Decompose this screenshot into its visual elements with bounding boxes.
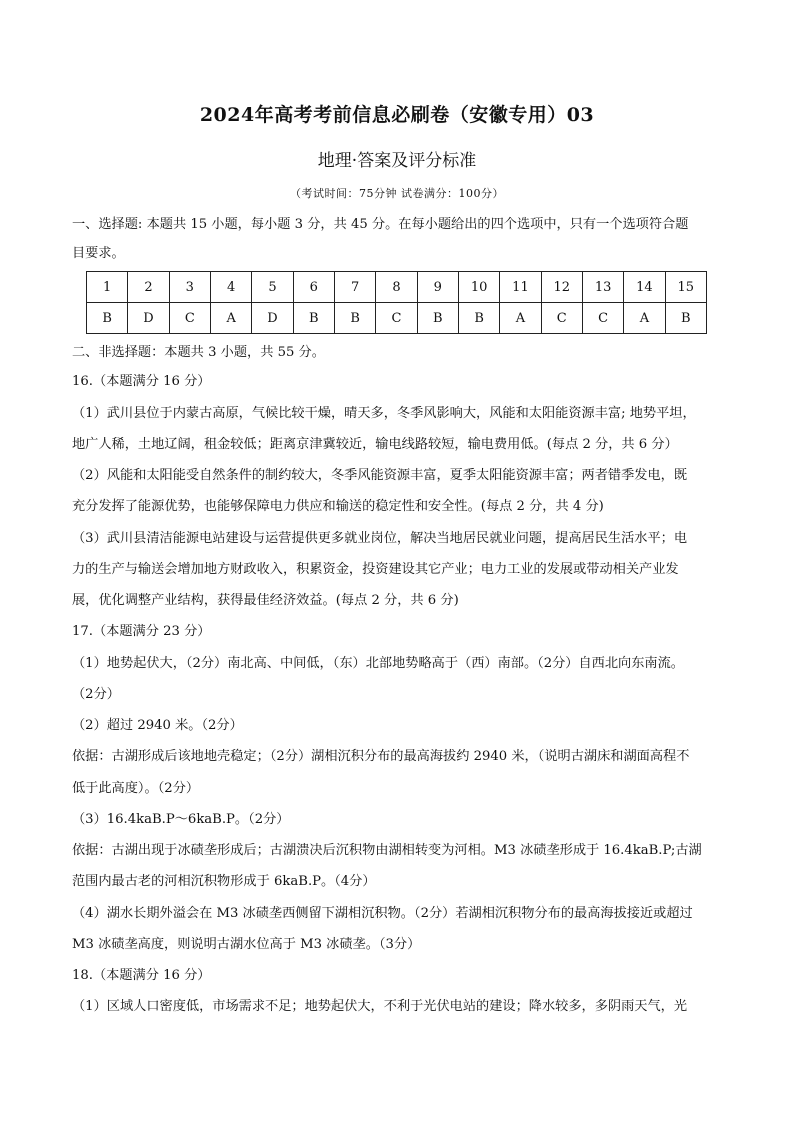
question-number-cell: 13 xyxy=(582,272,623,303)
answer-line: 依据：古湖形成后该地地壳稳定；（2分）湖相沉积分布的最高海拔约 2940 米，（说明古湖床和湖面高程不 xyxy=(72,749,690,764)
answer-line: （1）武川县位于内蒙古高原，气候比较干燥，晴天多，冬季风影响大，风能和太阳能资源丰富; 地势平坦， xyxy=(72,406,696,421)
answer-line: 低于此高度）。（2分） xyxy=(72,781,200,796)
page-title: 2024年高考考前信息必刷卷（安徽专用）03 xyxy=(199,104,595,126)
q18-heading: 18.（本题满分 16 分） xyxy=(72,968,211,983)
question-number-cell: 10 xyxy=(458,272,499,303)
answer-table xyxy=(86,271,707,334)
question-number-cell: 1 xyxy=(87,272,128,303)
answer-line: （2）风能和太阳能受自然条件的制约较大，冬季风能资源丰富，夏季太阳能资源丰富；两者错季发电，既 xyxy=(72,468,688,483)
answer-table-answer-row xyxy=(87,303,707,334)
question-number-cell: 6 xyxy=(293,272,334,303)
answer-cell: C xyxy=(376,303,417,334)
question-number-cell: 9 xyxy=(417,272,458,303)
answer-cell: A xyxy=(500,303,541,334)
answer-cell: B xyxy=(87,303,128,334)
answer-cell: C xyxy=(582,303,623,334)
answer-cell: B xyxy=(293,303,334,334)
answer-cell: C xyxy=(541,303,582,334)
section2-heading: 二、非选择题：本题共 3 小题，共 55 分。 xyxy=(72,345,325,360)
q17-heading: 17.（本题满分 23 分） xyxy=(72,624,211,639)
question-number-cell: 11 xyxy=(500,272,541,303)
answer-line: （3）16.4kaB.P～6kaB.P。（2分） xyxy=(72,812,290,827)
question-number-cell: 14 xyxy=(624,272,665,303)
answer-line: 地广人稀，土地辽阔，租金较低；距离京津冀较近，输电线路较短，输电费用低。(每点 2 分，共 6 分） xyxy=(72,437,678,452)
answer-cell: B xyxy=(334,303,375,334)
answer-line: 范围内最古老的河相沉积物形成于 6kaB.P。（4分） xyxy=(72,874,376,889)
answer-cell: B xyxy=(417,303,458,334)
question-number-cell: 7 xyxy=(334,272,375,303)
q16-heading: 16.（本题满分 16 分） xyxy=(72,374,211,389)
question-number-cell: 12 xyxy=(541,272,582,303)
question-number-cell: 5 xyxy=(252,272,293,303)
answer-cell: A xyxy=(210,303,251,334)
answer-line: M3 冰碛垄高度，则说明古湖水位高于 M3 冰碛垄。（3分） xyxy=(72,937,421,952)
answer-cell: C xyxy=(169,303,210,334)
answer-line: （2分） xyxy=(72,687,120,702)
question-number-cell: 4 xyxy=(210,272,251,303)
answer-cell: A xyxy=(624,303,665,334)
answer-line: 展，优化调整产业结构，获得最佳经济效益。(每点 2 分，共 6 分) xyxy=(72,593,459,608)
answer-cell: B xyxy=(665,303,706,334)
answer-cell: B xyxy=(458,303,499,334)
answer-line: （1）区域人口密度低，市场需求不足；地势起伏大，不利于光伏电站的建设；降水较多，多阴雨天气，光 xyxy=(72,999,688,1014)
answer-table-number-row xyxy=(87,272,707,303)
question-number-cell: 8 xyxy=(376,272,417,303)
question-number-cell: 15 xyxy=(665,272,706,303)
answer-cell: D xyxy=(252,303,293,334)
page-subtitle: 地理·答案及评分标准 xyxy=(317,151,477,171)
section1-instruction-line2: 目要求。 xyxy=(72,246,125,261)
exam-meta: （考试时间：75分钟 试卷满分：100分） xyxy=(290,187,504,200)
answer-line: （3）武川县清洁能源电站建设与运营提供更多就业岗位，解决当地居民就业问题，提高居民生活水平；电 xyxy=(72,531,688,546)
answer-line: 依据：古湖出现于冰碛垄形成后；古湖溃决后沉积物由湖相转变为河相。M3 冰碛垄形成于 16.4kaB.P;古湖 xyxy=(72,843,702,858)
question-number-cell: 3 xyxy=(169,272,210,303)
answer-line: （2）超过 2940 米。（2分） xyxy=(72,718,243,733)
answer-cell: D xyxy=(128,303,169,334)
answer-line: （4）湖水长期外溢会在 M3 冰碛垄西侧留下湖相沉积物。（2分）若湖相沉积物分布的最高海拔接近或超过 xyxy=(72,906,693,921)
answer-line: （1）地势起伏大，（2分）南北高、中间低，（东）北部地势略高于（西）南部。（2分）自西北向东南流。 xyxy=(72,656,684,671)
section1-instruction-line1: 一、选择题: 本题共 15 小题，每小题 3 分，共 45 分。在每小题给出的四个选项中，只有一个选项符合题 xyxy=(72,217,689,232)
question-number-cell: 2 xyxy=(128,272,169,303)
answer-line: 充分发挥了能源优势，也能够保障电力供应和输送的稳定性和安全性。(每点 2 分，共 4 分) xyxy=(72,499,604,514)
answer-line: 力的生产与输送会增加地方财政收入，积累资金，投资建设其它产业；电力工业的发展或带动相关产业发 xyxy=(72,562,679,577)
